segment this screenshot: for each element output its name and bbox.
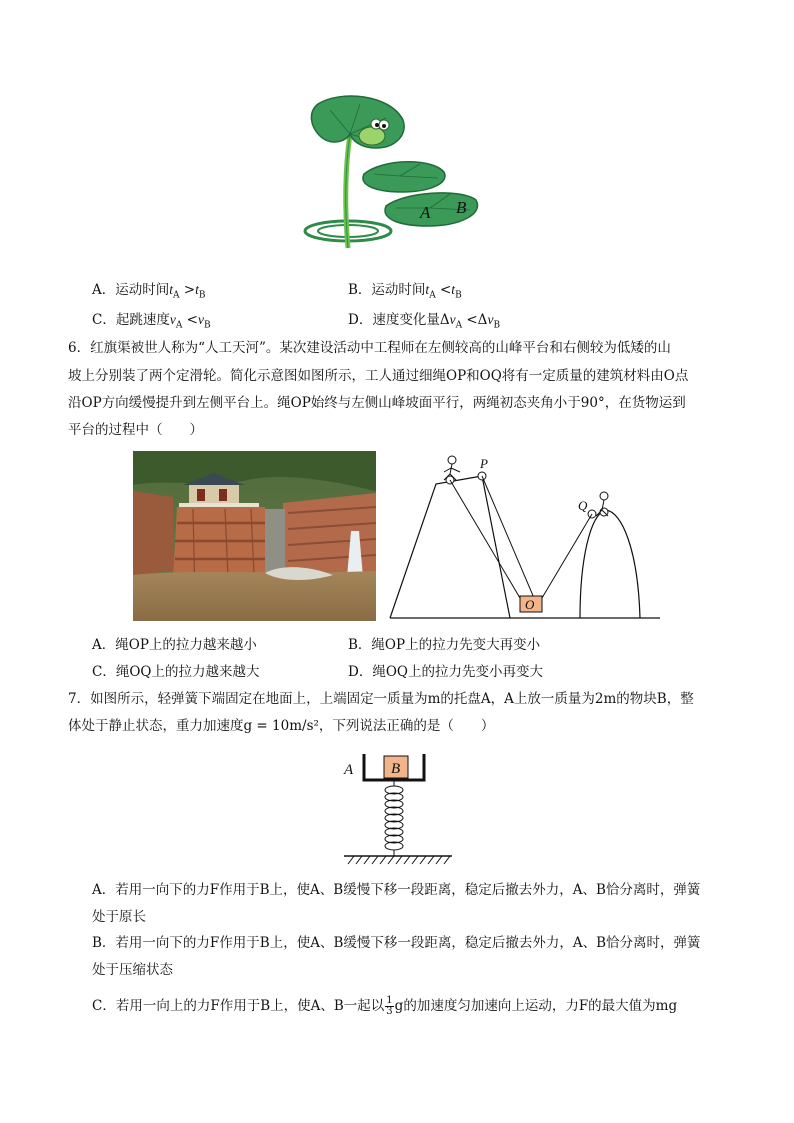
q5-option-c: C．起跳速度$v_A <v_B$ [92, 312, 211, 331]
spring-tray-figure [340, 748, 460, 874]
point-a-label: A [420, 203, 431, 222]
pulley-schematic [384, 450, 664, 622]
q6-option-b: B．绳OP上的拉力先变大再变小 [348, 637, 541, 653]
q6-option-d: D．绳OQ上的拉力先变小再变大 [348, 664, 543, 680]
fraction-one-third: $\frac{1}{3}$ [386, 995, 393, 1017]
worker-left-icon [444, 456, 460, 480]
q7-option-c: C．若用一向上的力F作用于B上，使A、B一起以 $\frac{1}{3}$ g的加速度匀加速向上运动，力F的最大值为mg [92, 995, 678, 1017]
red-flag-canal-photo [133, 451, 376, 621]
point-b-label: B [456, 198, 467, 217]
q6-option-a: A．绳OP上的拉力越来越小 [92, 637, 257, 653]
label-tray-a: A [344, 762, 354, 778]
q7-option-a-line-1: A．若用一向下的力F作用于B上，使A、B缓慢下移一段距离，稳定后撤去外力，A、B恰分离时，弹簧 [92, 882, 701, 898]
q5-option-b: B．运动时间$t_A <t_B$ [348, 282, 462, 301]
lotus-frog-figure [300, 92, 490, 252]
q5-option-d: D．速度变化量$\Delta v_A <\Delta v_B$ [348, 312, 501, 331]
q7-line-2: 体处于静止状态，重力加速度g = 10m/s²，下列说法正确的是（ ） [68, 718, 495, 734]
q7-option-a-line-2: 处于原长 [92, 909, 146, 925]
label-q: Q [578, 498, 588, 513]
label-p: P [480, 456, 488, 471]
q6-line-3: 沿OP方向缓慢提升到左侧平台上。绳OP始终与左侧山峰坡面平行，两绳初态夹角小于90°，在货物运到 [68, 395, 686, 411]
q6-line-2: 坡上分别装了两个定滑轮。简化示意图如图所示，工人通过细绳OP和OQ将有一定质量的建筑材料由O点 [68, 368, 689, 384]
q7-line-1: 7．如图所示，轻弹簧下端固定在地面上，上端固定一质量为m的托盘A，A上放一质量为2m的物块B，整 [68, 691, 694, 707]
spring-icon [385, 780, 403, 856]
q6-option-c: C．绳OQ上的拉力越来越大 [92, 664, 260, 680]
q5-option-a: A．运动时间$t_A >t_B$ [92, 282, 206, 301]
q7-option-b-line-2: 处于压缩状态 [92, 962, 173, 978]
label-o: O [525, 597, 535, 612]
label-block-b: B [391, 761, 401, 777]
q6-line-4: 平台的过程中（ ） [68, 422, 203, 438]
q7-option-b-line-1: B．若用一向下的力F作用于B上，使A、B缓慢下移一段距离，稳定后撤去外力，A、B恰分离时，弹簧 [92, 935, 701, 951]
q6-line-1: 6．红旗渠被世人称为“人工天河”。某次建设活动中工程师在左侧较高的山峰平台和右侧较为低矮的山 [68, 340, 671, 356]
